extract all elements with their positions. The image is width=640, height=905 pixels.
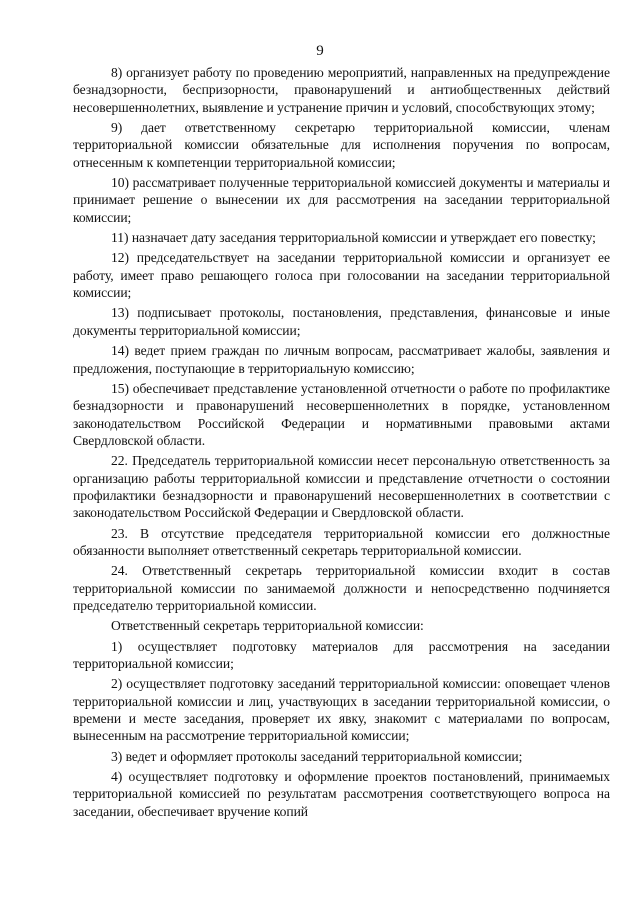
secretary-item-1: 1) осуществляет подготовку материалов для рассмотрения на заседании территориальной комиссии; — [73, 638, 610, 671]
secretary-item-4: 4) осуществляет подготовку и оформление проектов постановлений, принимаемых территориальной комиссией по результатам рассмотрения соответствующего вопроса на заседании, обеспечивает вручение копий — [73, 769, 610, 819]
paragraph-item-11: 11) назначает дату заседания территориальной комиссии и утверждает его повестку; — [111, 230, 596, 246]
clause-22: 22. Председатель территориальной комиссии несет персональную ответственность за организацию работы территориальной комиссии и представление отчетности о состоянии профилактики безнадзорности и правонарушений несовершеннолетних в соответствии с законодательством Российской Федерации и Свердловской области. — [73, 453, 610, 521]
secretary-item-3: 3) ведет и оформляет протоколы заседаний территориальной комиссии; — [111, 748, 523, 764]
secretary-duties-heading: Ответственный секретарь территориальной комиссии: — [111, 618, 424, 634]
paragraph-item-8: 8) организует работу по проведению мероприятий, направленных на предупреждение безнадзорности, беспризорности, правонарушений и антиобщественных действий несовершеннолетних, выявление и устранение причин и условий, способствующих этому; — [73, 65, 610, 115]
page-number: 9 — [316, 43, 324, 59]
paragraph-item-14: 14) ведет прием граждан по личным вопросам, рассматривает жалобы, заявления и предложения, поступающие в территориальную комиссию; — [73, 343, 610, 376]
clause-24: 24. Ответственный секретарь территориальной комиссии входит в состав территориальной комиссии по занимаемой должности и непосредственно подчиняется председателю территориальной комиссии. — [73, 563, 610, 613]
paragraph-item-9: 9) дает ответственному секретарю территориальной комиссии, членам территориальной комиссии обязательные для исполнения поручения по вопросам, отнесенным к компетенции территориальной комиссии; — [73, 120, 610, 170]
paragraph-item-13: 13) подписывает протоколы, постановления, представления, финансовые и иные документы территориальной комиссии; — [73, 305, 610, 338]
paragraph-item-10: 10) рассматривает полученные территориальной комиссией документы и материалы и принимает решение о вынесении их для рассмотрения на заседании территориальной комиссии; — [73, 175, 610, 225]
clause-23: 23. В отсутствие председателя территориальной комиссии его должностные обязанности выполняет ответственный секретарь территориальной комиссии. — [73, 525, 610, 558]
document-body — [73, 64, 610, 823]
paragraph-item-15: 15) обеспечивает представление установленной отчетности о работе по профилактике безнадзорности и правонарушений несовершеннолетних в порядке, установленном законодательством Российской Федерации и нормативными правовыми актами Свердловской области. — [73, 380, 610, 448]
paragraph-item-12: 12) председательствует на заседании территориальной комиссии и организует ее работу, имеет право решающего голоса при голосовании на заседании территориальной комиссии; — [73, 250, 610, 301]
secretary-item-2: 2) осуществляет подготовку заседаний территориальной комиссии: оповещает членов территориальной комиссии и лиц, участвующих в заседании территориальной комиссии, о времени и месте заседания, проверяет их явку, знакомит с материалами по вопросам, вынесенным на рассмотрение территориальной комиссии; — [73, 676, 610, 744]
